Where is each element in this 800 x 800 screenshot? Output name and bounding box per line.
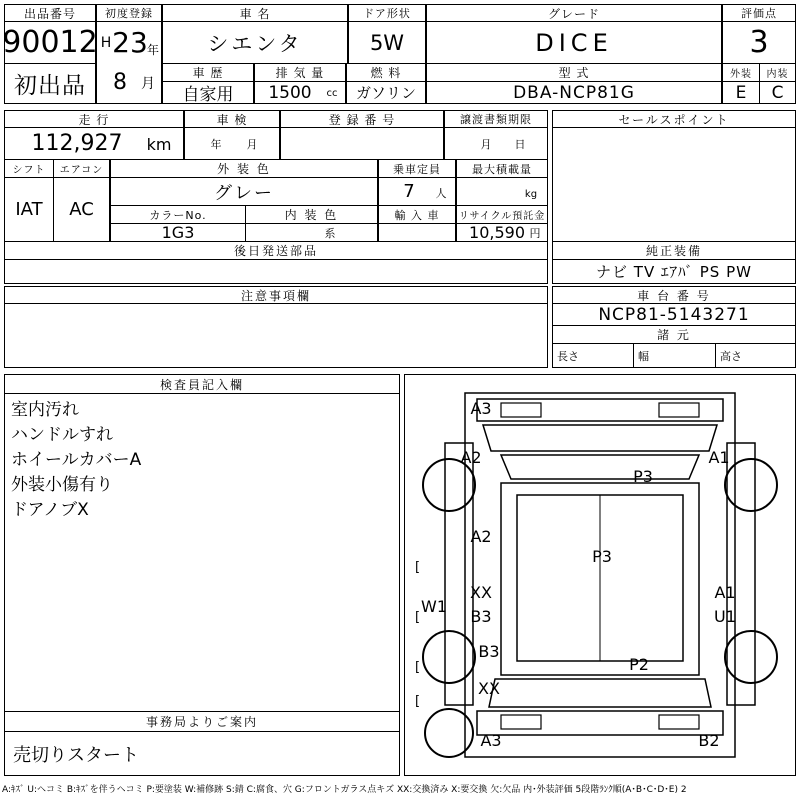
shift-label-box [4, 160, 54, 178]
damage-mark: A2 [460, 447, 482, 467]
recycle-value: 10,590 [469, 223, 525, 242]
damage-mark: B3 [470, 606, 492, 626]
interior-color-suffix: 系 [324, 226, 336, 240]
spec-width-box [634, 344, 716, 368]
chassis-box [552, 304, 796, 326]
car-name: シエンタ [207, 31, 303, 56]
spec-label: 諸 元 [657, 328, 691, 342]
grade-box [426, 22, 722, 64]
factory-equip-label: 純正装備 [645, 244, 702, 258]
spec-width-label: 幅 [638, 349, 649, 363]
transfer-month-unit: 月 [480, 138, 492, 151]
shaken-year-unit: 年 [210, 138, 222, 151]
exterior-grade-box [722, 82, 760, 104]
transfer-label-box [444, 110, 548, 128]
shaken-label: 車 検 [216, 112, 248, 127]
chassis-label-box [552, 286, 796, 304]
interior-grade-label: 内装 [766, 69, 789, 80]
seats-unit: 人 [435, 186, 447, 200]
inspector-line: ドアノブX [11, 500, 89, 520]
later-parts-box [4, 260, 548, 284]
fuel-value: ガソリン [355, 84, 416, 102]
shift-label: シフト [12, 165, 46, 176]
reg-era: H [100, 35, 112, 51]
reg-label-box [96, 4, 162, 22]
transfer-label: 譲渡書類期限 [460, 113, 532, 126]
interior-color-label: 内 装 色 [284, 208, 339, 222]
regno-label-box [280, 110, 444, 128]
sales-point-label: セールスポイント [618, 112, 730, 127]
spec-label-box [552, 326, 796, 344]
model-value: DBA-NCP81G [513, 82, 635, 103]
score-label-box [722, 4, 796, 22]
damage-diagram-box [404, 374, 796, 776]
later-parts-label: 後日発送部品 [233, 244, 318, 258]
spec-length-box [552, 344, 634, 368]
inspector-line: ホイールカバーA [11, 450, 142, 470]
seats-label: 乗車定員 [393, 162, 441, 176]
interior-color-label-box [246, 206, 378, 224]
inspector-line: 室内汚れ [11, 400, 79, 420]
aircon-label: エアコン [59, 165, 104, 176]
inspector-line: 外装小傷有り [11, 475, 113, 495]
exterior-grade-label: 外装 [730, 69, 752, 80]
shift-value-box [4, 178, 54, 242]
mileage-unit: km [146, 135, 172, 154]
seats-label-box [378, 160, 456, 178]
car-name-box [162, 22, 348, 64]
mileage-box [4, 128, 184, 160]
damage-mark: P3 [633, 466, 653, 486]
recycle-box [456, 224, 548, 242]
import-label-box [378, 206, 456, 224]
model-box [426, 82, 722, 104]
interior-grade-value: C [771, 82, 784, 103]
recycle-label: リサイクル預託金 [458, 211, 546, 222]
import-label: 輸 入 車 [394, 208, 440, 222]
exterior-color-label: 外 装 色 [217, 162, 271, 176]
aircon-value-box [54, 178, 110, 242]
spec-height-box [716, 344, 796, 368]
reg-year-unit: 年 [146, 42, 159, 57]
vehicle-diagram [405, 375, 795, 775]
damage-mark: A2 [470, 526, 492, 546]
import-box [378, 224, 456, 242]
displacement-label: 排 気 量 [275, 66, 325, 80]
lot-label-box [4, 4, 96, 22]
color-no-box [110, 224, 246, 242]
exterior-grade-label-box [722, 64, 760, 82]
damage-mark: P2 [629, 654, 649, 674]
sales-point-label-box [552, 110, 796, 128]
color-no-label: カラーNo. [149, 208, 207, 222]
maxload-label: 最大積載量 [472, 162, 532, 176]
aircon-label-box [54, 160, 110, 178]
damage-mark: A3 [480, 730, 502, 750]
factory-equip-label-box [552, 242, 796, 260]
transfer-day-unit: 日 [514, 138, 526, 151]
history-value: 自家用 [182, 85, 234, 105]
damage-mark: W1 [421, 596, 447, 616]
damage-mark: B3 [478, 641, 500, 661]
first-exhibit-box [4, 64, 96, 104]
maxload-box [456, 178, 548, 206]
mileage-label-box [4, 110, 184, 128]
chassis-label: 車 台 番 号 [637, 288, 711, 303]
score-box [722, 22, 796, 64]
lot-label: 出品番号 [23, 6, 76, 21]
interior-grade-label-box [760, 64, 796, 82]
notes-label: 注意事項欄 [240, 288, 311, 303]
reg-date-box [96, 22, 162, 104]
spec-length-label: 長さ [557, 349, 579, 363]
chassis-value: NCP81-5143271 [598, 304, 750, 325]
shaken-box [184, 128, 280, 160]
door-label-box [348, 4, 426, 22]
interior-color-box [246, 224, 378, 242]
model-label-box [426, 64, 722, 82]
first-exhibit: 初出品 [14, 73, 86, 99]
score-label: 評価点 [741, 7, 777, 20]
regno-label: 登 録 番 号 [328, 112, 396, 127]
door-box [348, 22, 426, 64]
shaken-label-box [184, 110, 280, 128]
door-label: ドア形状 [363, 7, 411, 20]
mileage-label: 走 行 [78, 112, 110, 127]
inspector-box [4, 394, 400, 712]
later-parts-label-box [4, 242, 548, 260]
damage-mark: A1 [714, 582, 736, 602]
office-label-box [4, 712, 400, 732]
exterior-color-label-box [110, 160, 378, 178]
shaken-month-unit: 月 [246, 138, 258, 151]
shift-value: IAT [15, 199, 43, 220]
lot-number: 90012 [2, 25, 98, 60]
seats-value: 7 [403, 181, 415, 202]
history-label: 車 歴 [192, 66, 224, 80]
office-label: 事務局よりご案内 [145, 715, 258, 729]
color-no-value: 1G3 [161, 223, 195, 242]
notes-label-box [4, 286, 548, 304]
mileage-value: 112,927 [31, 131, 123, 156]
inspector-line: ハンドルすれ [11, 425, 113, 445]
fuel-label-box [346, 64, 426, 82]
legend-footnote: A:ｷｽﾞ U:ヘコミ B:ｷｽﾞを伴うヘコミ P:要塗装 W:補修跡 S:錆 C:腐食、穴 G:フロントガラス点キズ XX:交換済み X:要交換 欠:欠品 内･外装評価 5段階ﾗﾝｸ順(A･B･C･D･E) 2 [2, 785, 687, 795]
regno-box [280, 128, 444, 160]
exterior-color-value: グレー [214, 182, 274, 204]
grade-label-box [426, 4, 722, 22]
sales-point-box [552, 128, 796, 242]
damage-mark: B2 [698, 730, 720, 750]
damage-mark: A3 [470, 398, 492, 418]
svg-text:[: [ [415, 560, 421, 575]
displacement-value: 1500 [268, 82, 312, 103]
exterior-grade-value: E [735, 82, 747, 103]
maxload-label-box [456, 160, 548, 178]
office-box [4, 732, 400, 776]
car-name-label: 車 名 [239, 6, 271, 21]
damage-mark: U1 [714, 606, 736, 626]
fuel-label: 燃 料 [370, 66, 402, 80]
aircon-value: AC [69, 199, 94, 220]
svg-text:[: [ [415, 610, 421, 625]
transfer-box [444, 128, 548, 160]
inspector-label: 検査員記入欄 [159, 377, 244, 392]
interior-grade-box [760, 82, 796, 104]
model-label: 型 式 [558, 66, 590, 80]
displacement-label-box [254, 64, 346, 82]
displacement-unit: cc [326, 88, 338, 99]
grade-label: グレード [547, 6, 600, 21]
car-name-label-box [162, 4, 348, 22]
svg-text:[: [ [415, 660, 421, 675]
notes-box [4, 304, 548, 368]
recycle-unit: 円 [529, 226, 541, 240]
office-text: 売切りスタート [13, 744, 139, 766]
damage-mark: A1 [708, 447, 730, 467]
maxload-unit: kg [524, 188, 538, 200]
door-value: 5W [369, 30, 405, 55]
reg-month: 8 [113, 69, 127, 95]
grade-value: DICE [535, 28, 613, 57]
exterior-color-box [110, 178, 378, 206]
damage-mark: XX [470, 582, 492, 602]
damage-mark: P3 [592, 546, 612, 566]
factory-equip-value: ナビ TV ｴｱﾊﾞ PS PW [596, 263, 752, 281]
color-no-label-box [110, 206, 246, 224]
reg-year: 23 [112, 25, 148, 59]
damage-mark: XX [478, 678, 500, 698]
reg-label: 初度登録 [105, 7, 153, 20]
inspector-label-box [4, 374, 400, 394]
seats-box [378, 178, 456, 206]
fuel-box [346, 82, 426, 104]
score-value: 3 [749, 25, 769, 60]
spec-height-label: 高さ [720, 349, 742, 363]
recycle-label-box [456, 206, 548, 224]
svg-text:[: [ [415, 694, 421, 709]
factory-equip-box [552, 260, 796, 284]
lot-number-box [4, 22, 96, 64]
reg-month-unit: 月 [141, 76, 155, 92]
displacement-box [254, 82, 346, 104]
history-box [162, 82, 254, 104]
